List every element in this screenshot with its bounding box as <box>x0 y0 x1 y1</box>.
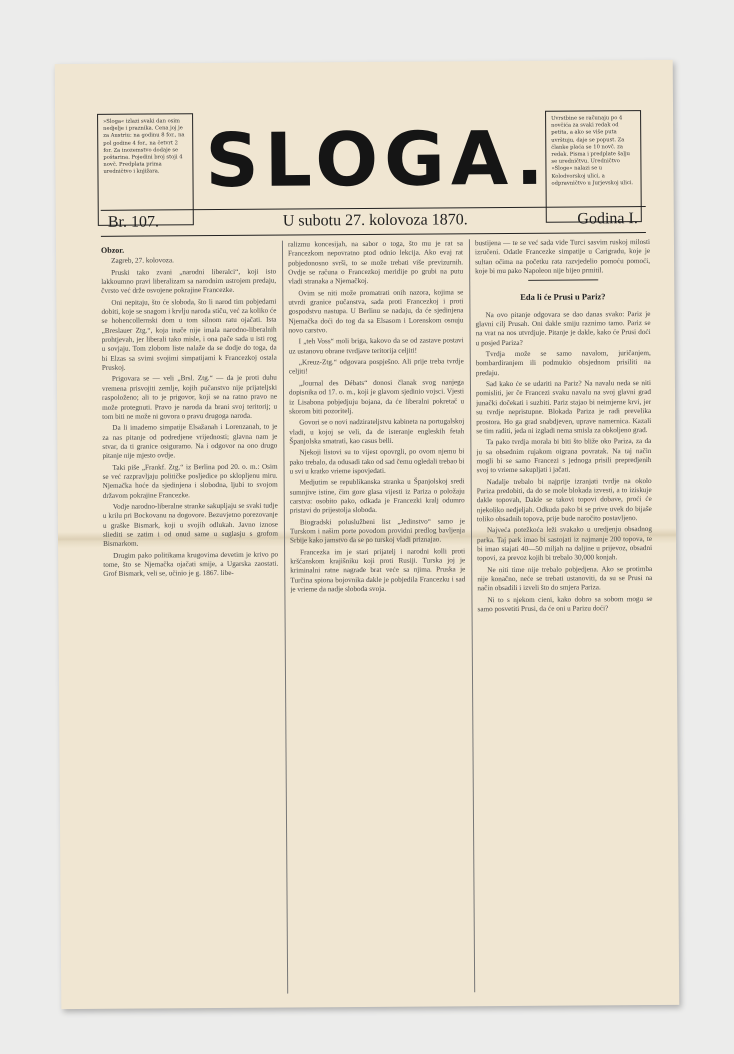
dateline: Zagreb, 27. kolovoza. <box>111 256 174 266</box>
paragraph: Vodje narodno-liberalne stranke sakupljaju se svaki tudje u krilu pri Bockovanu na dogovore. Bezuvjetno porezovanje u graške Bismark, koji u svojih odlukah. Javno iznose sliediti se zatim i od onud same u suglasju s grofom Bismarkom. <box>102 501 279 549</box>
paragraph: Drugim pako politikama krugovima devetim je krivo po tome, što se Njemačka ojačati smije, a Ugarska zaostati. Grof Bismark, veli se, učinio je g. 1867. libe- <box>103 550 279 579</box>
paragraph: Ne niti time nije trebalo pobjedjena. Ako se protimba nije konačno, neće se trebati ustanoviti, da su se Prusi na način obsadili i izveli što do smjera Pariza. <box>477 564 653 593</box>
paragraph: Medjutim se republikanska stranka u Španjolskoj sredi sumnjive istine, čim gore glasa vijesti iz Pariza o položaju carstva: osobito pako, odkada je Francezki kralj odumro pristavi do prijestolja sloboda. <box>289 477 465 515</box>
paragraph: Tvrdja može se samo navalom, juričanjem, bombardiranjem ili podmukio obsjednom prisiliti na predaju. <box>475 349 651 378</box>
paragraph: bustijena — te se već sada vide Turci sasvim ruskoj milosti izručeni. Odatle Francezke simpatije u Carigradu, koje je sultan očima na početku rata razvjedelio pomoću pomoći, koje bi mu pako Napoleon nije bijeo prmitil. <box>474 238 651 276</box>
paragraph: Oni nepitaju, što će sloboda, što li narod tim pobjedami dobiti, koje se snagom i krvlju naroda stiču, već za koliko će se hohencollernski dom u tom silnom ratu ojačati. Ista „Breslauer Ztg.“, koja inače nije imala narodno-liberalnih prohtjevah, jer liberali tako misle, i ona pače sada u isti rog u sovjaju. Tom zlobom liste nalaže da se dodje do toga, da bi Elzas sa svimi svojimi simpatijami k Francezkoj ostala Pruskoj. <box>101 297 277 372</box>
paragraph: „Kreuz-Ztg.“ odgovara pospješno. Ali prije treba tvrdje celjiti! <box>288 357 464 377</box>
paragraph: Da li imademo simpatije Elsažanah i Lorenzanah, to je za nas pitanje od podredjene vrijednosti; glavna nam je stvar, da ti granice osiguramo. Na i odgovor na ono drugo pitanje nije mjesto ovdje. <box>102 422 278 461</box>
paragraph: Sad kako će se udariti na Pariz? Na navalu neda se niti pomisliti, jer če Francezi svaku navalu na svoj glavni grad junački dočekati i suzbiti. Pariz stajao bi neimjerne krvi, jer su tvrdje nepristupne. Blokada Pariza je radi prevelika prostora. Ho ga grad snabdjeven, uprave namernica. Kazali se tim raditi, jeda ni izgladi nema smisla za obkoljeno grad. <box>475 379 652 436</box>
paragraph: „Journal des Débats“ donosi članak svog nanjega dopisnika od 17. o. m., koji je glavom sjedinio vojsci. Vjesti iz Lisabona pobjedjuju bojana, da će liberalni pokretač u skorom biti pozoritelj. <box>288 378 465 416</box>
paragraph: Pruski tako zvani „narodni liberalci“, koji isto lakkoumno pravi liberalizam sa narodnim ustrojem predaju, čvrsto već drže osvojene pokrajine Francezke. <box>101 267 277 296</box>
issue-number: Br. 107. <box>107 213 159 231</box>
subscription-info-text: »Sloga« izlazi svaki dan osim nedjelje i praznika. Cena joj je za Austriu: na godinu 8 for., na pol godine 4 for., na četvrt 2 for. Za inozemstvo dodaje se poštarina. Pojedini broj stoji 4 novč. Predplata prima uredničtvo i knjižara. <box>103 118 185 176</box>
article-divider <box>528 280 598 281</box>
column-2 <box>288 239 468 993</box>
paragraph: Taki piše „Frankf. Ztg.“ iz Berlina pod 20. o. m.: Osim se već razpravljaju političke posljedice po sklopljenu miru. Njemačka hoće da sjedinjena i slobodna, ljubi to svojom državom pokrajine Francezke. <box>102 462 278 500</box>
advertising-info-text: Uvrstbine se računaju po 4 novčića za svaki redak od petita, a ako se više puta uvrštuju, daje se popust. Za članke plaća se 10 novč. za redak. Pisma i predplate šalju se uredničtvu. Uredničtvo »Sloge« nalazi se u Kolodvorskoj ulici, a odpravničtvo u Jurjevskoj ulici. <box>551 115 634 187</box>
paragraph: I „teh Voss“ moli briga, kakovo da se od zastave postavi uz ustanovu obrane tvrdjave teritorija celjiti! <box>288 336 464 356</box>
paragraph: Ni to s njekom cieni, kako dobro sa sobom mogu se samo posvetiti Prusi, da će oni u Parizu doći? <box>477 594 653 614</box>
paragraph: Prigovara se — veli „Brsl. Ztg.“ — da je proti duhu vremena prisvojiti zemlje, kojih pučanstvo nije prijateljski raspoloženo; ali to je prigovor, koji se na ratno pravo ne može protegnuti. Pravo je naroda da brani svoj teritorij; u tom biti ne može ni govora o pravu drugoga naroda. <box>101 374 278 421</box>
masthead-title: SLOGA. <box>205 115 550 205</box>
column-separator <box>469 239 475 992</box>
paragraph: Biogradski poluslužbeni list „Jedinstvo“ samo je Turskom i našim porte povodom providni predlog bavljenja Srbije kako jamstvo da se po turskoj vladi priznajao. <box>289 516 466 545</box>
volume-year: Godina I. <box>577 210 638 228</box>
paragraph: Nadalje trebalo bi najprije izranjati tvrdje na okolo Pariza predobiti, da do se mole blokada izvesti, a to iziskuje dakle topovah, Dakle se takovi topovi dobave, proći će njekoliko nedjeljah. Odkuda pako bi se prive uvek do bijaše toliko obsadnih topova, prije bude naročito postavljeno. <box>476 476 652 524</box>
column-1 <box>101 241 281 995</box>
paragraph: ralizmu koncesijah, na sabor o toga, što mu je rat sa Francezkom nepovratno ptod odnio lekcija. Ako evaj rat pobjedonosno svrši, to se može trebati više previzurnih. Ovdje se računa o Francezkoj meridije po grubi na putu vladi stranaka a Njemačkoj. <box>287 239 464 286</box>
article-headline: Eda li će Prusi u Pariz? <box>520 291 606 303</box>
paragraph: Njekoji listovi su to vijest opovrgli, po ovom njemu bi pako trebalo, da odusadi tako od sad čemu ogledali trebao bi u svi u kratko vrieme ispovjedati. <box>289 447 465 476</box>
issue-date: U subotu 27. kolovoza 1870. <box>282 211 468 230</box>
column-separator <box>282 241 288 994</box>
paragraph: Najveća potežkoća leži svakako u uredjenju obsadnog parka. Taj park imao bi sastojati iz najmanje 200 topova, te bi imao stajati 40—50 miljah na daljine u prijevoz, obsadni topovi, za prevoz kojih bi trebalo 30,000 konjah. <box>477 525 653 563</box>
paragraph: Na ovo pitanje odgovara se dao danas svako: Pariz je glavni cilj Prusah. Oni dakle smiju raznimo tamo. Pariz se na vrat na nos utvrdjuje. Pitanje je dakle, kako će Prusi doći u posjed Pariza? <box>475 309 651 347</box>
paragraph: Ovim se niti može promatrati onih nazora, kojima se utvrdi granice pučanstva, sada proti Francezkoj i proti gospodstvu nastupa. U Berlinu se nadaju, da će sjedinjena Njemačka doći do tog da sa Elsasom i Lorenskom osnuju novo carstvo. <box>288 288 464 335</box>
article-columns <box>101 238 651 995</box>
column-3 <box>475 238 655 992</box>
paragraph: Ta pako tvrdja morala bi biti što bliže oko Pariza, za da ju sa obsednim rujakom oigrana povratak. Na taj način mogli bi se samo Francezi s jednoga prisili prepredjenih svoj to vrieme sakupljati i jačati. <box>476 437 652 475</box>
paragraph: Francezka im je stari prijatelj i narodni kolli proti kršćanskom krajišniku koji proti Rusiji. Turska joj je kriminalni ratne nagrade brat veće sa njima. Pruska je Turčina spiona bojovnika dakle je pobjedila Francezku i sad je vrieme da nadje sloboda svoja. <box>290 546 466 594</box>
paragraph: Govori se o novi nadzirateljstvu kabineta na portugalskoj vladi, u kojoj se veli, da de isteranje engleskih fetah Španjolska smatrati, kao casus belli. <box>289 417 465 446</box>
newspaper-page <box>55 60 680 1009</box>
section-title: Obzor. <box>100 245 125 255</box>
